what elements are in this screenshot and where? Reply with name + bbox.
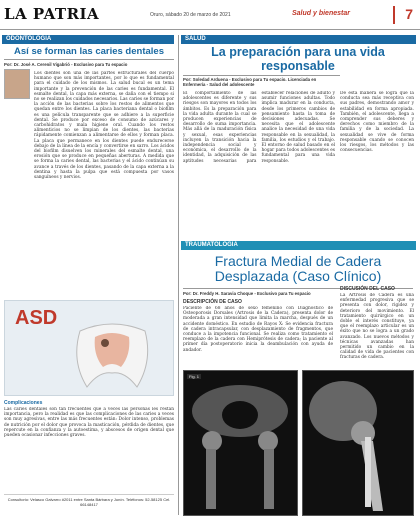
article-body-cadera: Paciente de 68 años de sexo femenino con Diagnóstico de Osteoporosis Dorsales (Artrosis de la Cadera), presenta dolor de moderada a gran intensidad que limita la marcha, después de un accidente doméstico. En estudio de Rayos X: Se evidencia fractura de cadera intracapsular, con desplazamiento de fragmentos, que conduce a la impotencia funcional. Se realiza como tratamiento el reemplazo de la cadera con Hemiprótesis de cadera; la paciente al primer día postoperatorio inicia la deambulación con ayuda de andador. bbox=[183, 306, 333, 353]
xray-pelvis-image bbox=[183, 370, 298, 516]
hip-xray-drawing bbox=[303, 371, 413, 515]
dental-advertisement bbox=[4, 300, 174, 396]
divider bbox=[4, 59, 174, 60]
masthead bbox=[0, 0, 420, 30]
section-ribbon-traumatologia: TRAUMATOLOGIA bbox=[181, 241, 416, 250]
article-body-complicaciones: Las caries dentales son tan frecuentes que a veces las personas les restan importancia, pero la realidad es que las complicaciones de las caries a veces son muy agresivas, entre las más frecuentes están: Dolor intenso, problemas de nutrición por el dolor que provoca la masticación, pérdida de dientes, que repercute en la confianza y la autoestima, y abscesos de origen dental que pueden ocasionar infecciones graves. bbox=[4, 407, 174, 439]
article-headline-vida: La preparación para una vida responsable bbox=[211, 45, 385, 73]
section-ribbon-salud: SALUD bbox=[181, 35, 416, 44]
tooth-illustration bbox=[65, 321, 160, 391]
article-body-vida-right: De esta manera se logra que la conducta sea más receptiva con sus padres, demostrando amor y estabilidad en forma apropiada. También, el adolescente, llega a comprender sus deberes y derechos como miembro de la familia y de la sociedad. La sexualidad se vive de forma responsable cuando se conocen los riesgos, los métodos y las consecuencias. bbox=[340, 91, 414, 154]
article-byline-caries: Por: Dr. José A. Cerenil Vigabrió - Exclusivo para Tu espacio bbox=[4, 62, 128, 67]
article-byline-vida: Por: Soledad Arduena - Exclusivo para Tu espacio. Licenciada en Enfermería - Salud del adolescente bbox=[183, 77, 317, 87]
article-body-discusion: La Artrosis de Cadera es una enfermedad progresiva que se presenta con dolor, rigidez y deterioro del movimiento. El tratamiento quirúrgico en un doble el interés constituye, ya que el reemplazo articular es un éxito que no se logra a un grado avanzado. Los nuevos métodos y técnicas avanzadas han permitido un cambio en la calidad de vida de pacientes con fracturas de cadera. bbox=[340, 293, 414, 361]
section-ribbon-odontologia: ODONTOLOGIA bbox=[2, 35, 174, 44]
newspaper-logo: LA PATRIA bbox=[4, 5, 100, 23]
subheading-complicaciones: Complicaciones bbox=[4, 400, 43, 406]
column-divider bbox=[178, 35, 179, 515]
article-headline-cadera bbox=[183, 254, 413, 284]
subheading-discusion: DISCUSIÓN DEL CASO bbox=[340, 286, 395, 292]
article-headline-caries: Así se forman las caries dentales bbox=[14, 46, 164, 57]
xray-hip-image bbox=[302, 370, 414, 516]
headline-line-1: Fractura Medial de Cadera bbox=[214, 253, 382, 269]
article-byline-cadera: Por: Dr. Freddy H. Saravia Choque - Exclusivo para Tu espacio bbox=[183, 291, 311, 296]
figure-label: Fig. 1 bbox=[189, 374, 200, 379]
section-title: Salud y bienestar bbox=[292, 10, 350, 17]
article-body-vida: El comportamiento de las adolescentes es diferente y sus riesgos son mayores en todos los ámbitos. Es la preparación para la vida adulta durante la cual se producen experiencias de desarrollo de suma importancia. Más allá de la maduración física y sexual, esas experiencias incluyen la transición hacia la independencia social y económica, el desarrollo de la identidad, la adquisición de las aptitudes necesarias para establecer relaciones de adulto y asumir funciones adultas. Todo implica madurar en la conducta, desde los primeros cambios de pensamiento hasta la toma de decisiones adecuadas. Se necesita que el adolescente analice la necesidad de una vida responsable en la sexualidad, la familia, los estudios y el trabajo. El entorno de salud basado en el hogar para todos adolescentes es fundamental para una vida responsable. bbox=[183, 91, 335, 164]
dateline: Oruro, sábado 20 de marzo de 2021 bbox=[150, 12, 231, 18]
headline-line-2: Desplazada (Caso Clínico) bbox=[214, 268, 382, 284]
ad-contact-info: Consultorio: Velasco Galvarro #2011 entre Santa Bárbara y Junín. Teléfonos: 52-58125 Cel. 66148417 bbox=[4, 494, 174, 507]
page-number: 7 bbox=[393, 6, 415, 24]
pelvis-xray-drawing bbox=[184, 371, 297, 515]
subheading-descripcion: DESCRIPCIÓN DE CASO bbox=[183, 299, 242, 305]
ad-brand-logo: ASD bbox=[15, 307, 58, 329]
article-body-caries: Los dientes son una de las partes estructurales del cuerpo humano que son más importantes, por lo que es fundamental para el cuidado de los mismos. La salud bucal es un tema importante y la prevención de las caries es fundamental. El esmalte dental, la capa más externa, se daña con el tiempo si no se realizan los cuidados necesarios. Las caries se forman por la acción de las bacterias sobre los restos de alimentos que quedan entre los dientes. La placa bacteriana dental o biofilm es una película transparente que se adhiere a la superficie dental. Se produce por exceso de consumo de azúcares y carbohidratos y mala higiene oral. Cuando los restos alimenticios no se limpian de los dientes, las bacterias rápidamente comienzan a alimentarse de ellos y forman placa. La placa que permanece en los dientes puede endurecerse debajo de la línea de la encía y convertirse en sarro. Los ácidos del biofilm disuelven los minerales del esmalte dental, una erosión que se produce en pequeñas aberturas. A medida que se forma la caries dental, las bacterias y el ácido continúan su avance a través de los dientes, pasando de la capa externa a la dentina y hasta la pulpa que está compuesta por vasos sanguíneos y nervios. bbox=[34, 71, 174, 181]
